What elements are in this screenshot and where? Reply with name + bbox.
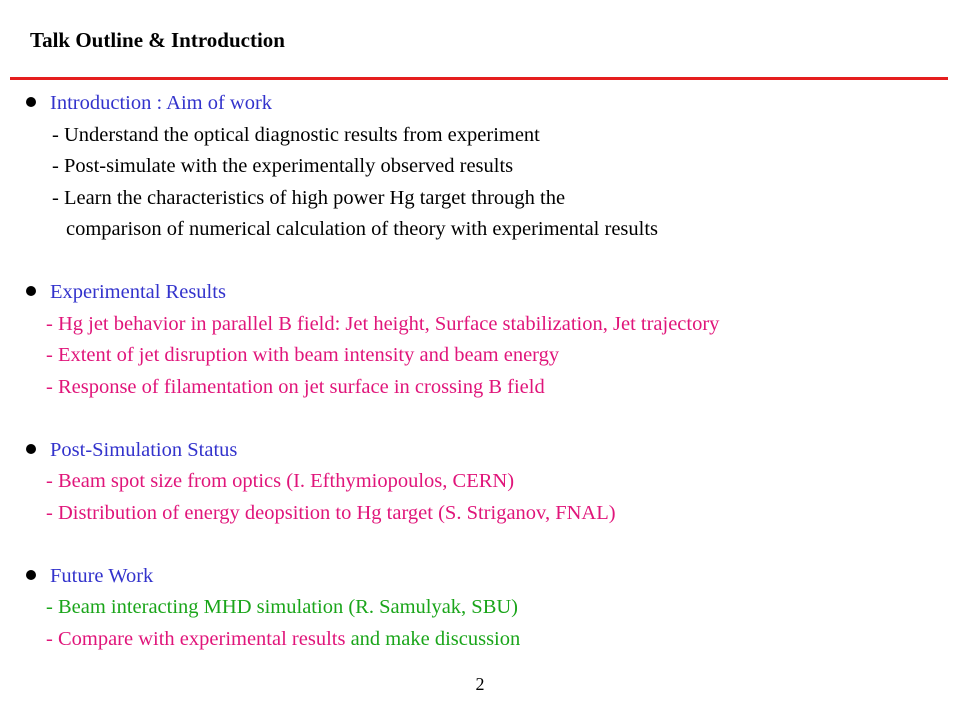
section-heading-future-work	[0, 561, 960, 593]
list-item: - Beam interacting MHD simulation (R. Samulyak, SBU)	[46, 596, 519, 618]
bullet-icon	[26, 286, 36, 296]
list-item-part-magenta: - Compare with experimental results	[46, 627, 346, 650]
section-heading-experimental-results	[0, 277, 960, 309]
slide-title: Talk Outline & Introduction	[30, 28, 285, 52]
spacer	[0, 246, 960, 278]
section-heading-text: Introduction : Aim of work	[50, 92, 273, 114]
spacer	[0, 403, 960, 435]
spacer	[0, 529, 960, 561]
section-heading-introduction	[0, 88, 960, 120]
section-heading-text: Post-Simulation Status	[50, 438, 238, 461]
bullet-icon	[26, 570, 36, 580]
list-item: - Response of filamentation on jet surface in crossing B field	[46, 375, 545, 398]
section-heading-text: Future Work	[50, 564, 154, 587]
list-item: - Post-simulate with the experimentally observed results	[52, 155, 514, 177]
list-item-continuation: comparison of numerical calculation of theory with experimental results	[66, 218, 659, 240]
list-item: - Distribution of energy deopsition to Hg target (S. Striganov, FNAL)	[46, 501, 616, 524]
list-item: - Understand the optical diagnostic results from experiment	[52, 123, 540, 146]
section-heading-text: Experimental Results	[50, 281, 226, 303]
list-item-part-green: and make discussion	[345, 627, 521, 650]
section-heading-post-simulation	[0, 435, 960, 467]
list-item: - Hg jet behavior in parallel B field: Jet height, Surface stabilization, Jet trajectory	[46, 312, 720, 335]
title-divider	[10, 77, 948, 80]
list-item: - Beam spot size from optics (I. Efthymiopoulos, CERN)	[46, 470, 515, 492]
bullet-icon	[26, 97, 36, 107]
slide-content	[0, 88, 960, 655]
bullet-icon	[26, 444, 36, 454]
list-item	[0, 624, 960, 656]
page-number: 2	[475, 674, 485, 694]
list-item: - Extent of jet disruption with beam intensity and beam energy	[46, 344, 560, 366]
list-item: - Learn the characteristics of high power Hg target through the	[52, 186, 566, 209]
